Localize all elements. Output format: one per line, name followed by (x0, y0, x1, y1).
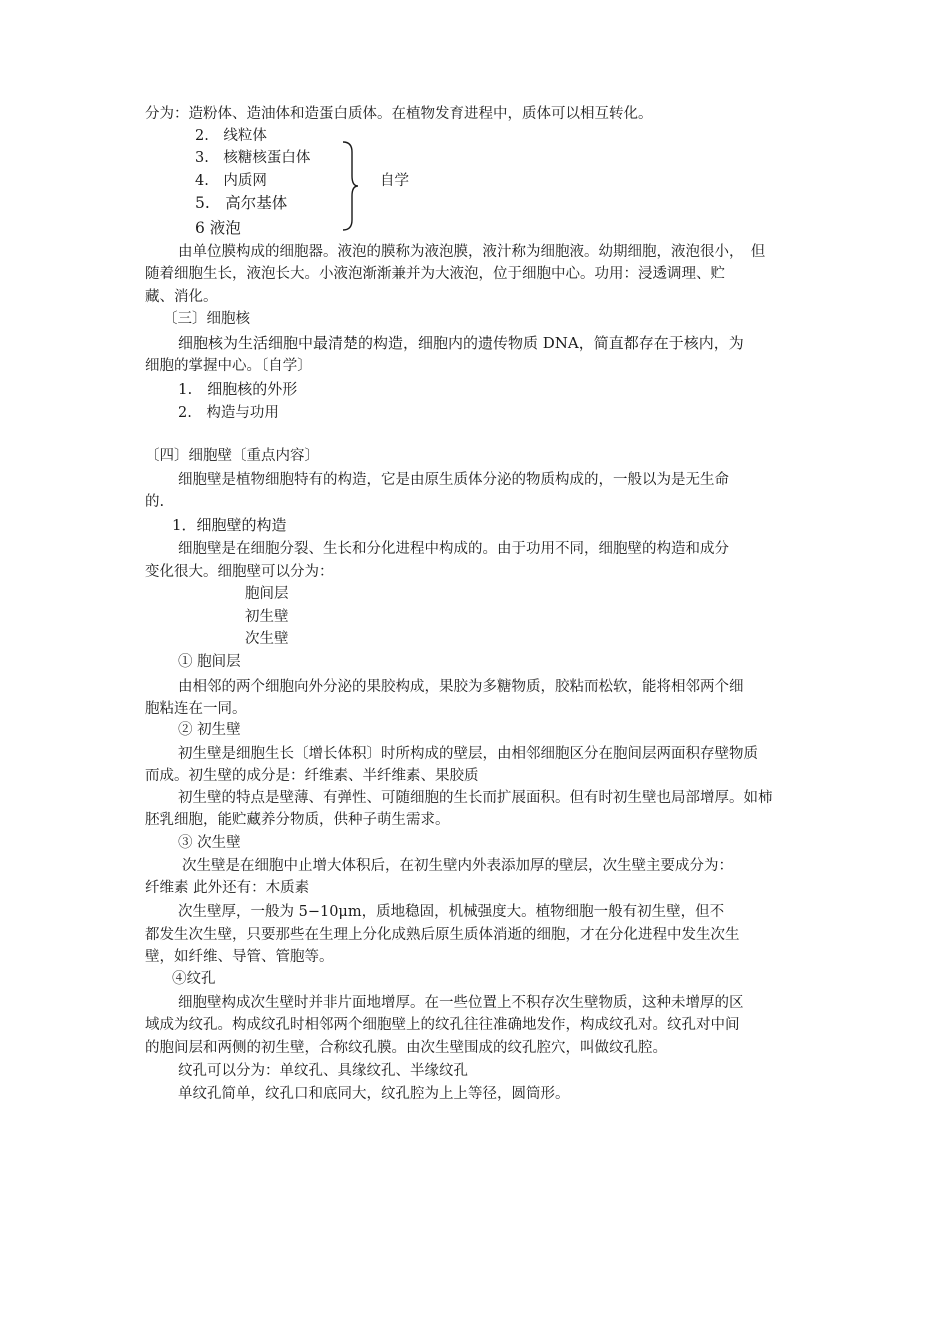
self-study-label: 自学 (380, 173, 409, 189)
text-line: 域成为纹孔。构成纹孔时相邻两个细胞壁上的纹孔往往准确地发作，构成纹孔对。纹孔对中间 (145, 1017, 740, 1033)
text-line: 初生壁是细胞生长〔增长体积〕时所构成的壁层，由相邻细胞区分在胞间层两面积存壁物质 (178, 746, 758, 762)
text-line: 细胞核为生活细胞中最清楚的构造，细胞内的遗传物质 DNA，简直都存在于核内，为 (178, 334, 744, 352)
item-heading: ② 初生壁 (178, 722, 241, 738)
text-line: 而成。初生壁的成分是：纤维素、半纤维素、果胶质 (145, 768, 479, 784)
list-item: 4. 内质网 (195, 173, 267, 189)
list-item: 5. 高尔基体 (195, 194, 288, 212)
text-line: 的胞间层和两侧的初生壁，合称纹孔膜。由次生壁围成的纹孔腔穴，叫做纹孔腔。 (145, 1040, 667, 1056)
list-item: 3. 核糖核蛋白体 (195, 150, 311, 166)
subsection-heading: 1．细胞壁的构造 (172, 516, 287, 534)
text-line: 细胞的掌握中心。〔自学〕 (145, 358, 312, 374)
text-line: 初生壁的特点是壁薄、有弹性、可随细胞的生长而扩展面积。但有时初生壁也局部增厚。如柿 (178, 790, 773, 806)
section-heading: 〔三〕细胞核 (163, 311, 250, 327)
list-item: 次生壁 (245, 631, 289, 647)
item-heading: ① 胞间层 (178, 654, 241, 670)
text-line: 单纹孔简单，纹孔口和底同大，纹孔腔为上上等径，圆筒形。 (178, 1086, 570, 1102)
item-heading: ③ 次生壁 (178, 835, 241, 851)
text-line: 随着细胞生长，液泡长大。小液泡渐渐兼并为大液泡，位于细胞中心。功用：浸透调理、贮 (145, 266, 725, 282)
list-item: 2. 线粒体 (195, 128, 267, 144)
text-line: 壁，如纤维、导管、管胞等。 (145, 949, 334, 965)
text-line: 由相邻的两个细胞向外分泌的果胶构成，果胶为多糖物质，胶粘而松软，能将相邻两个细 (178, 679, 744, 695)
text-line: 分为：造粉体、造油体和造蛋白质体。在植物发育进程中，质体可以相互转化。 (145, 106, 653, 122)
text-line: 次生壁厚，一般为 5−10μm，质地稳固，机械强度大。植物细胞一般有初生壁，但不 (178, 904, 725, 920)
list-item: 6 液泡 (195, 219, 241, 237)
text-line: 细胞壁是在细胞分裂、生长和分化进程中构成的。由于功用不同，细胞壁的构造和成分 (178, 541, 729, 557)
text-line: 变化很大。细胞壁可以分为： (145, 564, 334, 580)
list-item: 2. 构造与功用 (178, 405, 279, 421)
list-item: 1. 细胞核的外形 (178, 380, 298, 398)
text-line: 的. (145, 494, 165, 510)
text-line: 胞粘连在一同。 (145, 701, 247, 717)
text-line: 细胞壁是植物细胞特有的构造，它是由原生质体分泌的物质构成的，一般以为是无生命 (178, 472, 729, 488)
text-line: 胚乳细胞，能贮藏养分物质，供种子萌生需求。 (145, 812, 450, 828)
list-item: 胞间层 (245, 586, 289, 602)
curly-brace-icon (340, 140, 360, 232)
text-line: 由单位膜构成的细胞器。液泡的膜称为液泡膜，液汁称为细胞液。幼期细胞，液泡很小， 但 (178, 244, 766, 260)
text-line: 藏、消化。 (145, 289, 218, 305)
text-line: 都发生次生壁，只要那些在生理上分化成熟后原生质体消逝的细胞，才在分化进程中发生次生 (145, 927, 740, 943)
section-heading: 〔四〕细胞壁〔重点内容〕 (145, 448, 319, 464)
list-item: 初生壁 (245, 609, 289, 625)
text-line: 细胞壁构成次生壁时并非片面地增厚。在一些位置上不积存次生壁物质，这种未增厚的区 (178, 995, 744, 1011)
text-line: 纤维素 此外还有：木质素 (145, 880, 310, 896)
text-line: 次生壁是在细胞中止增大体积后，在初生壁内外表添加厚的壁层，次生壁主要成分为： (182, 858, 733, 874)
item-heading: ④纹孔 (172, 971, 216, 987)
text-line: 纹孔可以分为：单纹孔、具缘纹孔、半缘纹孔 (178, 1063, 468, 1079)
